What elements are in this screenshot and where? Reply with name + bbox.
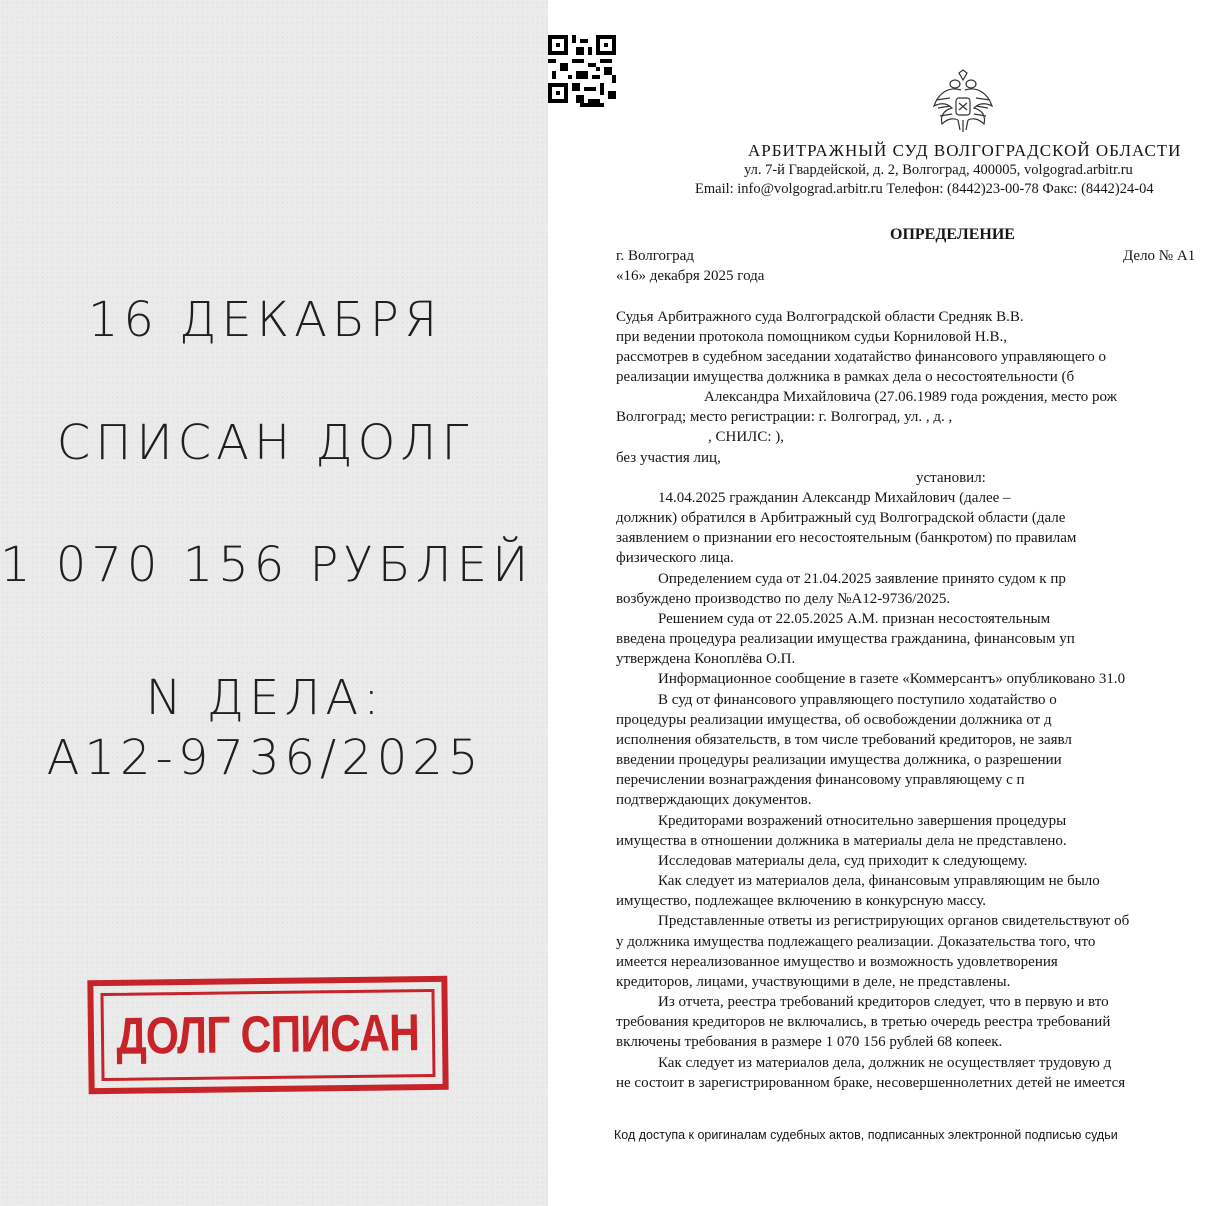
document-city: г. Волгоград [616, 248, 694, 264]
body-line: кредиторов, лицами, участвующими в деле, не представлены. [616, 974, 1011, 990]
court-name: АРБИТРАЖНЫЙ СУД ВОЛГОГРАДСКОЙ ОБЛАСТИ [748, 141, 1182, 160]
body-line: возбуждено производство по делу №А12-9736/2025. [616, 591, 951, 607]
body-line: 14.04.2025 гражданин Александр Михайлович (далее – [658, 490, 1011, 506]
body-line: введении процедуры реализации имущества должника, о разрешении [616, 752, 1062, 768]
body-line: при ведении протокола помощником судьи Корниловой Н.В., [616, 329, 1008, 345]
body-line: утверждена Коноплёва О.П. [616, 651, 796, 667]
body-line: Как следует из материалов дела, должник не осуществляет трудовую д [658, 1055, 1112, 1071]
body-line: исполнения обязательств, в том числе требований кредиторов, не заявл [616, 732, 1072, 748]
body-line: у должника имущества подлежащего реализации. Доказательства того, что [616, 934, 1096, 950]
body-line: Из отчета, реестра требований кредиторов следует, что в первую и вто [658, 994, 1109, 1010]
body-line: Кредиторами возражений относительно завершения процедуры [658, 813, 1067, 829]
qr-code-icon [548, 35, 616, 107]
body-line: имеется нереализованное имущество и возможность удовлетворения [616, 954, 1058, 970]
document-date: «16» декабря 2025 года [616, 268, 765, 284]
body-line: Как следует из материалов дела, финансовым управляющим не было [658, 873, 1100, 889]
body-line: Информационное сообщение в газете «Коммерсантъ» опубликовано 31.0 [658, 671, 1126, 687]
body-line: введена процедура реализации имущества гражданина, финансовым уп [616, 631, 1075, 647]
body-line: Решением суда от 22.05.2025 А.М. признан несостоятельным [658, 611, 1051, 627]
court-contacts: Email: info@volgograd.arbitr.ru Телефон: (8442)23-00-78 Факс: (8442)24-04 [695, 181, 1154, 197]
body-line: Волгоград; место регистрации: г. Волгоград, ул. , д. , [616, 409, 953, 425]
case-number-value: А12-9736/2025 [46, 730, 484, 786]
body-line: физического лица. [616, 550, 734, 566]
body-line: Представленные ответы из регистрирующих органов свидетельствуют об [658, 913, 1130, 929]
body-line: Судья Арбитражного суда Волгоградской области Средняк В.В. [616, 309, 1024, 325]
body-line: имущества в отношении должника в материалы дела не представлено. [616, 833, 1067, 849]
body-line: должник) обратился в Арбитражный суд Волгоградской области (дале [616, 510, 1066, 526]
case-label: Дело № А1 [1123, 248, 1196, 264]
case-number-label: N ДЕЛА: [145, 670, 385, 726]
debt-written-off-stamp [87, 976, 448, 1094]
date-headline: 16 ДЕКАБРЯ [87, 292, 443, 348]
stamp-text: ДОЛГ СПИСАН [116, 1004, 420, 1066]
body-line: рассмотрев в судебном заседании ходатайство финансового управляющего о [616, 349, 1107, 365]
body-line: установил: [916, 470, 986, 486]
body-line: подтверждающих документов. [616, 792, 812, 808]
body-line: имущество, подлежащее включению в конкурсную массу. [616, 893, 987, 909]
debt-written-off-headline: СПИСАН ДОЛГ [56, 415, 474, 471]
body-line: реализации имущества должника в рамках дела о несостоятельности (б [616, 369, 1075, 385]
body-line: , СНИЛС: ), [708, 429, 785, 445]
body-line: не состоит в зарегистрированном браке, несовершеннолетних детей не имеется [616, 1075, 1126, 1091]
body-line: включены требования в размере 1 070 156 рублей 68 копеек. [616, 1034, 1003, 1050]
amount-headline: 1 070 156 РУБЛЕЙ [0, 537, 534, 593]
body-line: заявлением о признании его несостоятельным (банкротом) по правилам [616, 530, 1077, 546]
document-footer: Код доступа к оригиналам судебных актов, подписанных электронной подписью судьи [614, 1128, 1118, 1142]
body-line: Исследовав материалы дела, суд приходит к следующему. [658, 853, 1028, 869]
body-line: В суд от финансового управляющего поступило ходатайство о [658, 692, 1057, 708]
body-line: перечислении вознаграждения финансовому управляющему с п [616, 772, 1025, 788]
document-title: ОПРЕДЕЛЕНИЕ [890, 226, 1015, 243]
body-line: без участия лиц, [616, 450, 721, 466]
body-line: процедуры реализации имущества, об освобождении должника от д [616, 712, 1052, 728]
court-address: ул. 7-й Гвардейской, д. 2, Волгоград, 400005, volgograd.arbitr.ru [744, 162, 1133, 178]
coat-of-arms-icon [928, 68, 998, 138]
body-line: Александра Михайловича (27.06.1989 года рождения, место рож [704, 389, 1117, 405]
court-document [548, 0, 1206, 1206]
body-line: требования кредиторов не включались, в третью очередь реестра требований [616, 1014, 1111, 1030]
body-line: Определением суда от 21.04.2025 заявление принято судом к пр [658, 571, 1066, 587]
promo-panel [0, 0, 548, 1206]
